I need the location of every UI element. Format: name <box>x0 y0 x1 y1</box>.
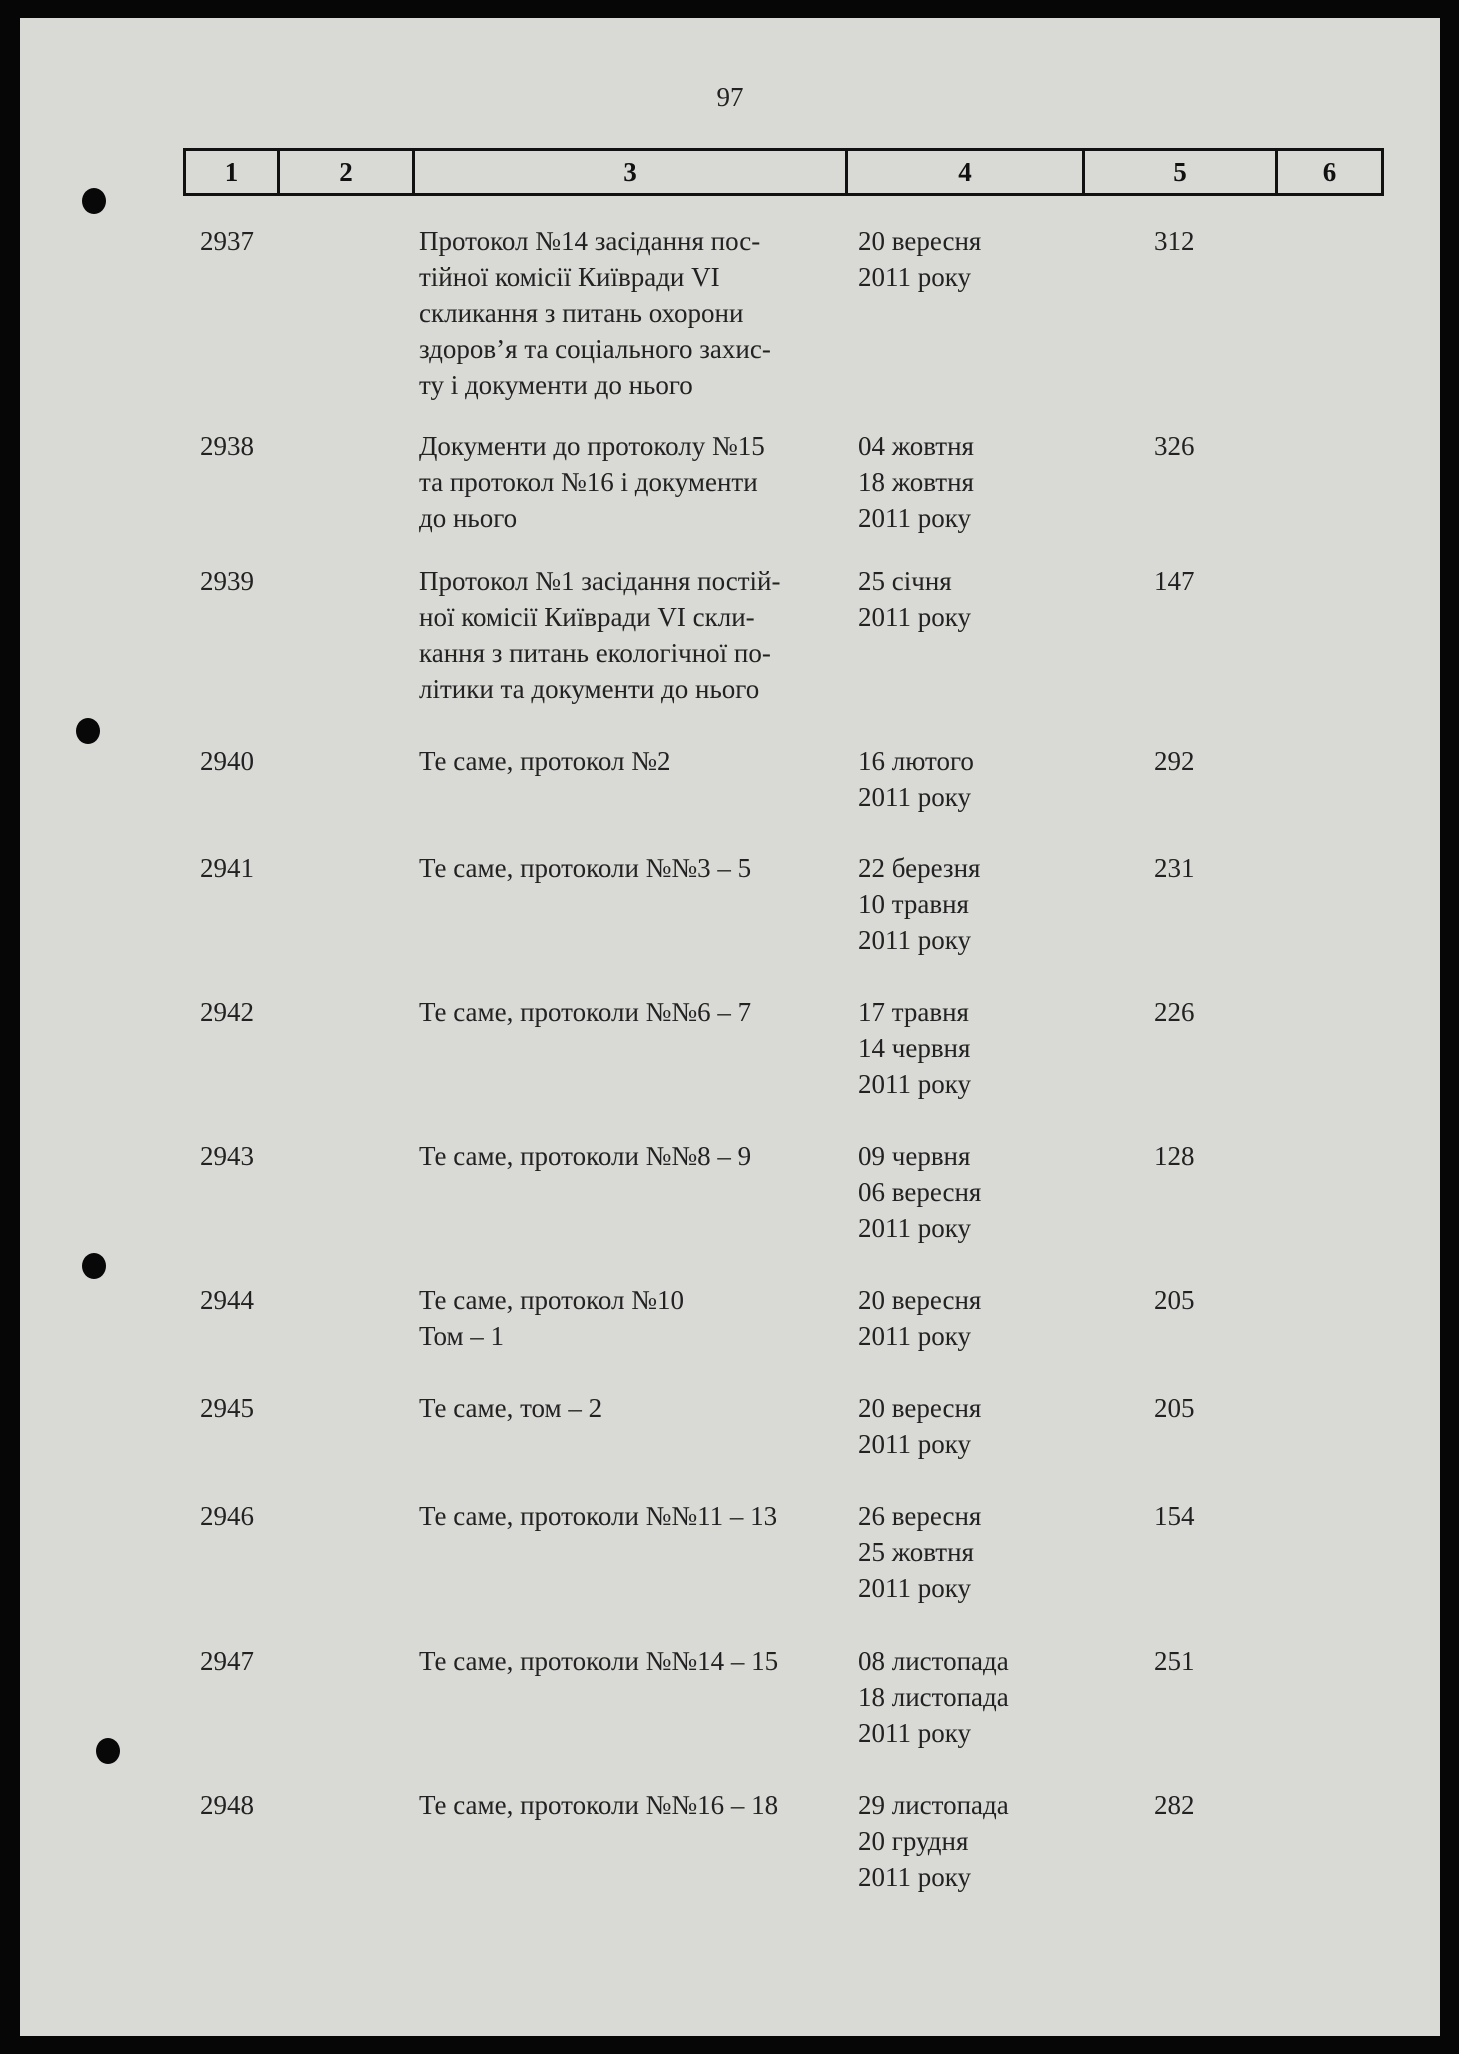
case-date-line: 26 вересня <box>858 1501 982 1531</box>
case-title-line: ної комісії Київради VI скли- <box>419 602 755 632</box>
column-header: 2 <box>279 150 414 195</box>
case-title-line: Те саме, протоколи №№11 – 13 <box>419 1501 778 1531</box>
header-row <box>185 150 1383 195</box>
case-date-line: 09 червня <box>858 1141 971 1171</box>
column-header: 1 <box>185 150 279 195</box>
case-date-line: 2011 року <box>858 262 971 292</box>
page-count: 231 <box>1154 853 1195 883</box>
case-date-line: 2011 року <box>858 1862 971 1892</box>
case-title <box>419 994 751 1030</box>
page-count: 154 <box>1154 1501 1195 1531</box>
case-dates <box>858 1138 981 1246</box>
case-date-line: 25 січня <box>858 566 952 596</box>
case-date-line: 20 вересня <box>858 1285 982 1315</box>
case-title-line: здоров’я та соціального захис- <box>419 334 771 364</box>
case-dates <box>858 743 974 815</box>
page-count: 326 <box>1154 431 1195 461</box>
page-count: 282 <box>1154 1790 1195 1820</box>
case-date-line: 16 лютого <box>858 746 974 776</box>
case-title-line: Протокол №14 засідання пос- <box>419 226 761 256</box>
case-dates <box>858 1787 1009 1895</box>
case-date-line: 25 жовтня <box>858 1537 974 1567</box>
column-header: 6 <box>1277 150 1383 195</box>
case-date-line: 2011 року <box>858 782 971 812</box>
column-header-table <box>183 148 1384 196</box>
page-count: 205 <box>1154 1285 1195 1315</box>
case-number: 2944 <box>200 1285 254 1315</box>
case-date-line: 2011 року <box>858 925 971 955</box>
case-number: 2937 <box>200 226 254 256</box>
page-count: 312 <box>1154 226 1195 256</box>
case-number: 2942 <box>200 997 254 1027</box>
case-title <box>419 1282 684 1354</box>
case-title-line: Те саме, протоколи №№16 – 18 <box>419 1790 779 1820</box>
case-title-line: Те саме, протокол №2 <box>419 746 671 776</box>
case-number: 2939 <box>200 566 254 596</box>
case-date-line: 18 листопада <box>858 1682 1009 1712</box>
case-number: 2946 <box>200 1501 254 1531</box>
case-date-line: 2011 року <box>858 1718 971 1748</box>
case-number: 2945 <box>200 1393 254 1423</box>
page-count: 226 <box>1154 997 1195 1027</box>
case-dates <box>858 223 981 295</box>
case-title <box>419 428 765 536</box>
case-title <box>419 563 780 707</box>
column-header: 3 <box>414 150 847 195</box>
case-date-line: 18 жовтня <box>858 467 974 497</box>
case-date-line: 04 жовтня <box>858 431 974 461</box>
case-date-line: 17 травня <box>858 997 969 1027</box>
case-number: 2941 <box>200 853 254 883</box>
case-title <box>419 223 771 403</box>
case-title <box>419 1390 602 1426</box>
punch-hole <box>96 1738 120 1764</box>
case-dates <box>858 428 974 536</box>
document-page <box>20 18 1440 2036</box>
case-date-line: 2011 року <box>858 503 971 533</box>
case-number: 2947 <box>200 1646 254 1676</box>
case-date-line: 20 вересня <box>858 226 982 256</box>
case-title-line: Том – 1 <box>419 1321 505 1351</box>
case-title <box>419 850 751 886</box>
case-date-line: 2011 року <box>858 1069 971 1099</box>
case-title-line: скликання з питань охорони <box>419 298 744 328</box>
case-title-line: Протокол №1 засідання постій- <box>419 566 781 596</box>
case-title-line: літики та документи до нього <box>419 674 760 704</box>
case-date-line: 14 червня <box>858 1033 971 1063</box>
column-header: 4 <box>847 150 1084 195</box>
case-number: 2948 <box>200 1790 254 1820</box>
case-date-line: 29 листопада <box>858 1790 1009 1820</box>
case-number: 2943 <box>200 1141 254 1171</box>
case-title <box>419 1643 778 1679</box>
page-count: 251 <box>1154 1646 1195 1676</box>
punch-hole <box>82 1253 106 1279</box>
case-title-line: кання з питань екологічної по- <box>419 638 771 668</box>
case-date-line: 2011 року <box>858 1429 971 1459</box>
case-title-line: тійної комісії Київради VI <box>419 262 720 292</box>
case-title-line: Те саме, том – 2 <box>419 1393 603 1423</box>
page-count: 147 <box>1154 566 1195 596</box>
punch-hole <box>82 188 106 214</box>
case-date-line: 2011 року <box>858 1213 971 1243</box>
page-count: 292 <box>1154 746 1195 776</box>
case-dates <box>858 1390 981 1462</box>
case-date-line: 08 листопада <box>858 1646 1009 1676</box>
case-number: 2940 <box>200 746 254 776</box>
case-title-line: до нього <box>419 503 518 533</box>
page-count: 205 <box>1154 1393 1195 1423</box>
case-title-line: Те саме, протоколи №№6 – 7 <box>419 997 752 1027</box>
case-dates <box>858 994 971 1102</box>
page-count: 128 <box>1154 1141 1195 1171</box>
case-title-line: Те саме, протоколи №№8 – 9 <box>419 1141 752 1171</box>
punch-hole <box>76 718 100 744</box>
case-title <box>419 1498 777 1534</box>
case-date-line: 2011 року <box>858 1321 971 1351</box>
case-date-line: 22 березня <box>858 853 981 883</box>
column-header: 5 <box>1084 150 1277 195</box>
case-dates <box>858 850 980 958</box>
case-dates <box>858 1643 1009 1751</box>
case-number: 2938 <box>200 431 254 461</box>
case-title <box>419 743 670 779</box>
case-title-line: ту і документи до нього <box>419 370 693 400</box>
case-title <box>419 1138 751 1174</box>
case-title <box>419 1787 778 1823</box>
case-date-line: 2011 року <box>858 602 971 632</box>
case-title-line: Те саме, протоколи №№14 – 15 <box>419 1646 779 1676</box>
case-dates <box>858 1282 981 1354</box>
case-date-line: 20 грудня <box>858 1826 969 1856</box>
case-dates <box>858 1498 981 1606</box>
case-dates <box>858 563 971 635</box>
case-date-line: 10 травня <box>858 889 969 919</box>
case-date-line: 2011 року <box>858 1573 971 1603</box>
case-title-line: Те саме, протоколи №№3 – 5 <box>419 853 752 883</box>
case-date-line: 06 вересня <box>858 1177 982 1207</box>
case-title-line: Те саме, протокол №10 <box>419 1285 684 1315</box>
case-date-line: 20 вересня <box>858 1393 982 1423</box>
case-title-line: Документи до протоколу №15 <box>419 431 765 461</box>
page-number: 97 <box>716 82 744 112</box>
case-title-line: та протокол №16 і документи <box>419 467 758 497</box>
